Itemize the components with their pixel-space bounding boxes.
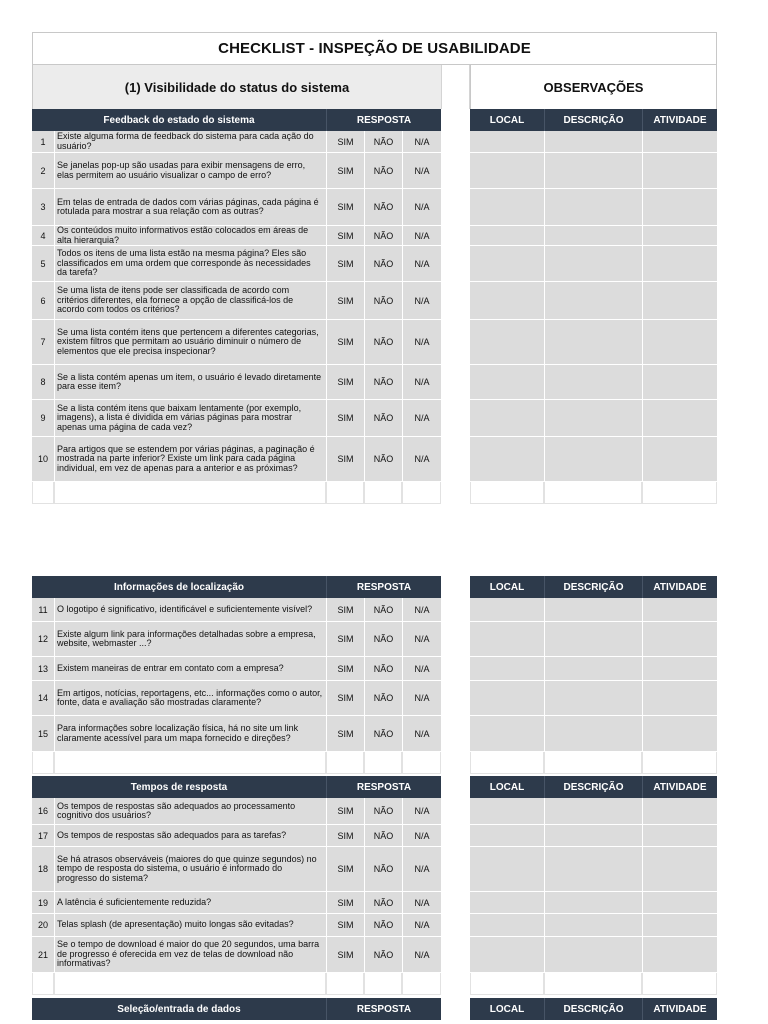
descricao-header: DESCRIÇÃO (544, 109, 642, 131)
item-number: 3 (32, 189, 54, 226)
local-cell[interactable] (470, 437, 544, 482)
option-nao[interactable]: NÃO (364, 400, 402, 437)
option-na[interactable]: N/A (402, 598, 441, 622)
item-number: 13 (32, 657, 54, 681)
checklist-row (32, 937, 717, 973)
descricao-cell[interactable] (544, 598, 642, 622)
descricao-cell[interactable] (544, 798, 642, 825)
item-question: Em artigos, notícias, reportagens, etc... informações como o autor, fonte, data e avaliação são mostradas claramente? (54, 681, 326, 716)
option-nao[interactable]: NÃO (364, 657, 402, 681)
descricao-cell[interactable] (544, 246, 642, 282)
checklist-group-feedback (32, 109, 717, 504)
spacer-cell (441, 825, 470, 847)
checklist-row (32, 131, 717, 153)
descricao-cell[interactable] (544, 622, 642, 657)
item-number: 11 (32, 598, 54, 622)
item-number: 10 (32, 437, 54, 482)
group-header (32, 998, 717, 1020)
item-question: Existem maneiras de entrar em contato com a empresa? (54, 657, 326, 681)
item-question: Para artigos que se estendem por várias páginas, a paginação é mostrada na parte inferior? Existe um link para cada página individual, em vez de apenas para a anterior e as próximas? (54, 437, 326, 482)
local-cell[interactable] (470, 598, 544, 622)
checklist-row (32, 189, 717, 226)
checklist-row (32, 622, 717, 657)
atividade-cell[interactable] (642, 320, 717, 365)
option-nao[interactable]: NÃO (364, 189, 402, 226)
option-na[interactable]: N/A (402, 437, 441, 482)
checklist-row (32, 400, 717, 437)
descricao-cell[interactable] (544, 320, 642, 365)
item-number: 9 (32, 400, 54, 437)
option-nao[interactable]: NÃO (364, 437, 402, 482)
option-na[interactable]: N/A (402, 657, 441, 681)
option-nao[interactable]: NÃO (364, 598, 402, 622)
item-number: 4 (32, 226, 54, 246)
group-header (32, 776, 717, 798)
option-na[interactable]: N/A (402, 622, 441, 657)
option-nao[interactable]: NÃO (364, 798, 402, 825)
item-question: Se janelas pop-up são usadas para exibir mensagens de erro, elas permitem ao usuário visualizar o campo de erro? (54, 153, 326, 189)
atividade-header: ATIVIDADE (642, 776, 717, 798)
option-na[interactable]: N/A (402, 847, 441, 892)
descricao-cell[interactable] (544, 153, 642, 189)
atividade-cell[interactable] (642, 798, 717, 825)
option-nao[interactable]: NÃO (364, 937, 402, 973)
option-sim[interactable]: SIM (326, 437, 364, 482)
option-na[interactable]: N/A (402, 246, 441, 282)
spacer-cell (441, 131, 470, 153)
item-question: A latência é suficientemente reduzida? (54, 892, 326, 914)
descricao-header: DESCRIÇÃO (544, 998, 642, 1020)
atividade-header: ATIVIDADE (642, 109, 717, 131)
atividade-cell[interactable] (642, 437, 717, 482)
descricao-cell[interactable] (544, 365, 642, 400)
checklist-group-tempos (32, 776, 717, 995)
local-cell[interactable] (470, 400, 544, 437)
local-cell[interactable] (470, 716, 544, 752)
atividade-cell[interactable] (642, 246, 717, 282)
option-sim[interactable]: SIM (326, 892, 364, 914)
option-nao[interactable]: NÃO (364, 914, 402, 937)
item-question: Os conteúdos muito informativos estão colocados em áreas de alta hierarquia? (54, 226, 326, 246)
spacer-cell (441, 437, 470, 482)
spacer-cell (441, 320, 470, 365)
option-na[interactable]: N/A (402, 226, 441, 246)
descricao-cell[interactable] (544, 892, 642, 914)
descricao-cell[interactable] (544, 189, 642, 226)
local-cell[interactable] (470, 657, 544, 681)
spacer-cell (441, 153, 470, 189)
option-na[interactable]: N/A (402, 153, 441, 189)
descricao-cell[interactable] (544, 226, 642, 246)
section-title: (1) Visibilidade do status do sistema (32, 65, 441, 109)
option-na[interactable]: N/A (402, 400, 441, 437)
atividade-cell[interactable] (642, 622, 717, 657)
descricao-header: DESCRIÇÃO (544, 776, 642, 798)
spacer-column (441, 65, 470, 109)
descricao-cell[interactable] (544, 681, 642, 716)
atividade-cell[interactable] (642, 598, 717, 622)
local-cell[interactable] (470, 914, 544, 937)
item-number: 21 (32, 937, 54, 973)
local-cell[interactable] (470, 847, 544, 892)
local-cell[interactable] (470, 798, 544, 825)
answer-header: RESPOSTA (326, 109, 441, 131)
checklist-row (32, 437, 717, 482)
item-question: Os tempos de respostas são adequados ao processamento cognitivo dos usuários? (54, 798, 326, 825)
group-header (32, 576, 717, 598)
atividade-cell[interactable] (642, 189, 717, 226)
spacer-cell (441, 189, 470, 226)
option-sim[interactable]: SIM (326, 131, 364, 153)
item-number: 5 (32, 246, 54, 282)
descricao-cell[interactable] (544, 937, 642, 973)
atividade-cell[interactable] (642, 365, 717, 400)
checklist-row (32, 716, 717, 752)
local-cell[interactable] (470, 622, 544, 657)
local-header: LOCAL (470, 998, 544, 1020)
item-question: Existe algum link para informações detalhadas sobre a empresa, website, webmaster ...? (54, 622, 326, 657)
item-number: 8 (32, 365, 54, 400)
spacer-cell (441, 622, 470, 657)
checklist-row (32, 153, 717, 189)
option-sim[interactable]: SIM (326, 282, 364, 320)
group-title: Feedback do estado do sistema (32, 109, 326, 131)
local-cell[interactable] (470, 246, 544, 282)
option-nao[interactable]: NÃO (364, 153, 402, 189)
option-nao[interactable]: NÃO (364, 226, 402, 246)
option-sim[interactable]: SIM (326, 320, 364, 365)
option-sim[interactable]: SIM (326, 189, 364, 226)
item-question: Se o tempo de download é maior do que 20 segundos, uma barra de progresso é oferecida em vez de telas de download não informativas? (54, 937, 326, 973)
option-nao[interactable]: NÃO (364, 892, 402, 914)
atividade-cell[interactable] (642, 131, 717, 153)
option-nao[interactable]: NÃO (364, 246, 402, 282)
checklist-row (32, 892, 717, 914)
descricao-cell[interactable] (544, 716, 642, 752)
checklist-row (32, 598, 717, 622)
descricao-cell[interactable] (544, 437, 642, 482)
option-nao[interactable]: NÃO (364, 622, 402, 657)
descricao-cell[interactable] (544, 847, 642, 892)
option-na[interactable]: N/A (402, 937, 441, 973)
option-sim[interactable]: SIM (326, 365, 364, 400)
option-nao[interactable]: NÃO (364, 131, 402, 153)
atividade-cell[interactable] (642, 937, 717, 973)
item-number: 2 (32, 153, 54, 189)
descricao-cell[interactable] (544, 914, 642, 937)
blank-row (32, 752, 717, 774)
option-sim[interactable]: SIM (326, 681, 364, 716)
item-number: 1 (32, 131, 54, 153)
option-sim[interactable]: SIM (326, 937, 364, 973)
local-header: LOCAL (470, 576, 544, 598)
item-number: 17 (32, 825, 54, 847)
option-na[interactable]: N/A (402, 681, 441, 716)
option-sim[interactable]: SIM (326, 847, 364, 892)
option-na[interactable]: N/A (402, 365, 441, 400)
option-sim[interactable]: SIM (326, 716, 364, 752)
local-cell[interactable] (470, 153, 544, 189)
option-na[interactable]: N/A (402, 131, 441, 153)
option-sim[interactable]: SIM (326, 825, 364, 847)
checklist-row (32, 246, 717, 282)
checklist-row (32, 847, 717, 892)
item-question: Todos os itens de uma lista estão na mesma página? Eles são classificados em uma ordem que corresponde às necessidades da tarefa? (54, 246, 326, 282)
option-sim[interactable]: SIM (326, 226, 364, 246)
descricao-cell[interactable] (544, 282, 642, 320)
local-cell[interactable] (470, 365, 544, 400)
checklist-row (32, 657, 717, 681)
option-nao[interactable]: NÃO (364, 365, 402, 400)
atividade-cell[interactable] (642, 681, 717, 716)
item-number: 18 (32, 847, 54, 892)
local-cell[interactable] (470, 131, 544, 153)
descricao-header: DESCRIÇÃO (544, 576, 642, 598)
option-sim[interactable]: SIM (326, 153, 364, 189)
item-number: 7 (32, 320, 54, 365)
item-question: Existe alguma forma de feedback do sistema para cada ação do usuário? (54, 131, 326, 153)
checklist-row (32, 681, 717, 716)
local-cell[interactable] (470, 892, 544, 914)
answer-header: RESPOSTA (326, 998, 441, 1020)
local-cell[interactable] (470, 226, 544, 246)
local-cell[interactable] (470, 937, 544, 973)
option-na[interactable]: N/A (402, 825, 441, 847)
item-question: O logotipo é significativo, identificável e suficientemente visível? (54, 598, 326, 622)
spacer-cell (441, 282, 470, 320)
item-question: Em telas de entrada de dados com várias páginas, cada página é rotulada para mostrar a sua relação com as outras? (54, 189, 326, 226)
item-number: 19 (32, 892, 54, 914)
option-nao[interactable]: NÃO (364, 716, 402, 752)
atividade-cell[interactable] (642, 914, 717, 937)
item-number: 12 (32, 622, 54, 657)
checklist-row (32, 365, 717, 400)
descricao-cell[interactable] (544, 131, 642, 153)
option-na[interactable]: N/A (402, 892, 441, 914)
blank-row (32, 973, 717, 995)
checklist-group-localizacao (32, 576, 717, 774)
spacer-cell (441, 681, 470, 716)
option-sim[interactable]: SIM (326, 598, 364, 622)
atividade-cell[interactable] (642, 716, 717, 752)
descricao-cell[interactable] (544, 400, 642, 437)
option-na[interactable]: N/A (402, 320, 441, 365)
spacer-cell (441, 892, 470, 914)
local-cell[interactable] (470, 681, 544, 716)
item-number: 15 (32, 716, 54, 752)
item-question: Se a lista contém apenas um item, o usuário é levado diretamente para esse item? (54, 365, 326, 400)
local-header: LOCAL (470, 109, 544, 131)
item-number: 20 (32, 914, 54, 937)
option-na[interactable]: N/A (402, 914, 441, 937)
item-question: Os tempos de respostas são adequados para as tarefas? (54, 825, 326, 847)
item-question: Se uma lista de itens pode ser classificada de acordo com critérios diferentes, ela fornece a opção de classificá-los de acordo com todos os critérios? (54, 282, 326, 320)
option-sim[interactable]: SIM (326, 246, 364, 282)
answer-header: RESPOSTA (326, 576, 441, 598)
group-title: Seleção/entrada de dados (32, 998, 326, 1020)
atividade-header: ATIVIDADE (642, 576, 717, 598)
spacer-cell (441, 847, 470, 892)
option-nao[interactable]: NÃO (364, 825, 402, 847)
item-number: 16 (32, 798, 54, 825)
item-question: Telas splash (de apresentação) muito longas são evitadas? (54, 914, 326, 937)
option-nao[interactable]: NÃO (364, 681, 402, 716)
local-header: LOCAL (470, 776, 544, 798)
atividade-cell[interactable] (642, 400, 717, 437)
item-number: 14 (32, 681, 54, 716)
checklist-row (32, 914, 717, 937)
spacer-cell (441, 798, 470, 825)
spacer-cell (441, 937, 470, 973)
item-question: Se uma lista contém itens que pertencem a diferentes categorias, existem filtros que permitam ao usuário diminuir o número de elementos que ele precisa inspecionar? (54, 320, 326, 365)
option-nao[interactable]: NÃO (364, 320, 402, 365)
checklist-row (32, 320, 717, 365)
atividade-cell[interactable] (642, 153, 717, 189)
spacer-cell (441, 365, 470, 400)
atividade-cell[interactable] (642, 892, 717, 914)
group-title: Informações de localização (32, 576, 326, 598)
spacer-cell (441, 716, 470, 752)
option-sim[interactable]: SIM (326, 657, 364, 681)
option-na[interactable]: N/A (402, 189, 441, 226)
option-na[interactable]: N/A (402, 282, 441, 320)
checklist-row (32, 798, 717, 825)
atividade-cell[interactable] (642, 847, 717, 892)
atividade-cell[interactable] (642, 825, 717, 847)
answer-header: RESPOSTA (326, 776, 441, 798)
option-na[interactable]: N/A (402, 798, 441, 825)
option-nao[interactable]: NÃO (364, 847, 402, 892)
spacer-cell (441, 246, 470, 282)
option-sim[interactable]: SIM (326, 798, 364, 825)
descricao-cell[interactable] (544, 825, 642, 847)
group-header (32, 109, 717, 131)
item-question: Se a lista contém itens que baixam lentamente (por exemplo, imagens), a lista é dividida em várias páginas para mostrar apenas uma página de cada vez? (54, 400, 326, 437)
spacer-cell (441, 598, 470, 622)
group-title: Tempos de resposta (32, 776, 326, 798)
atividade-cell[interactable] (642, 282, 717, 320)
spacer-cell (441, 226, 470, 246)
option-sim[interactable]: SIM (326, 622, 364, 657)
local-cell[interactable] (470, 282, 544, 320)
spacer-cell (441, 914, 470, 937)
item-question: Se há atrasos observáveis (maiores do que quinze segundos) no tempo de resposta do sistema, o usuário é informado do progresso do sistema? (54, 847, 326, 892)
atividade-cell[interactable] (642, 226, 717, 246)
item-number: 6 (32, 282, 54, 320)
option-nao[interactable]: NÃO (364, 282, 402, 320)
spacer-cell (441, 657, 470, 681)
checklist-row (32, 226, 717, 246)
option-sim[interactable]: SIM (326, 914, 364, 937)
spacer-cell (441, 400, 470, 437)
checklist-row (32, 282, 717, 320)
local-cell[interactable] (470, 825, 544, 847)
item-question: Para informações sobre localização física, há no site um link claramente acessível para um mapa fornecido e direções? (54, 716, 326, 752)
local-cell[interactable] (470, 320, 544, 365)
atividade-cell[interactable] (642, 657, 717, 681)
checklist-row (32, 825, 717, 847)
page-title: CHECKLIST - INSPEÇÃO DE USABILIDADE (32, 32, 717, 65)
observations-title: OBSERVAÇÕES (470, 65, 717, 109)
option-sim[interactable]: SIM (326, 400, 364, 437)
descricao-cell[interactable] (544, 657, 642, 681)
option-na[interactable]: N/A (402, 716, 441, 752)
checklist-group-selecao (32, 998, 717, 1020)
blank-row (32, 482, 717, 504)
local-cell[interactable] (470, 189, 544, 226)
atividade-header: ATIVIDADE (642, 998, 717, 1020)
